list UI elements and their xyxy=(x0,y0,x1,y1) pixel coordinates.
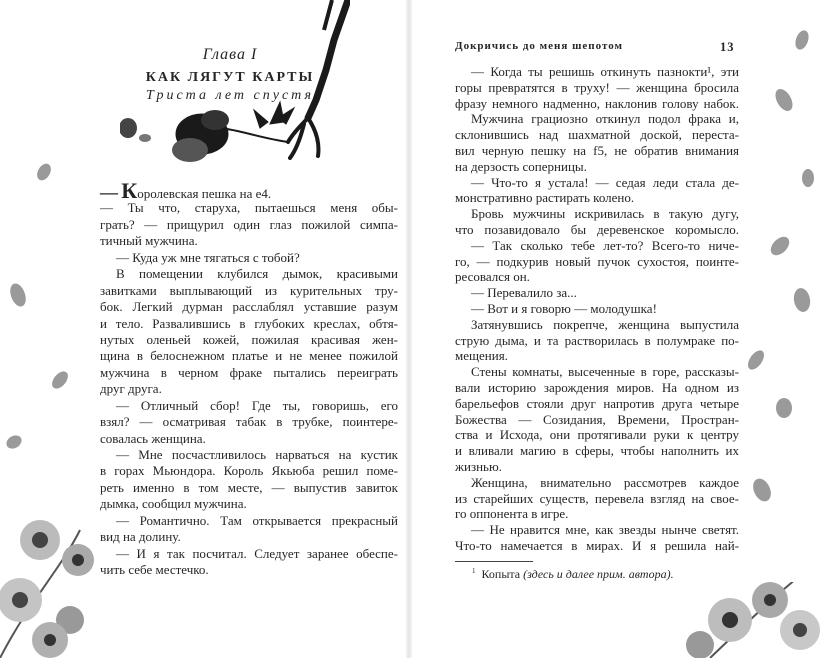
book-gutter xyxy=(406,0,412,658)
text-line: фразу немного надменно, наклонив голову набок. xyxy=(455,95,739,111)
text-line: тичный мужчина. xyxy=(100,233,198,249)
text-line: — Мне посчастливилось нарваться на кустик xyxy=(116,447,398,462)
text-line: друг друга. xyxy=(100,381,162,397)
footnote-text: Копыта xyxy=(481,567,521,581)
text-line: реть именно в том месте, — выпустив завиток xyxy=(100,479,398,495)
text-line: вали историю зарождения миров. На одном из xyxy=(455,379,739,395)
drop-dash: — xyxy=(100,182,118,202)
text-line: Женщина, внимательно рассмотрев каждое xyxy=(471,474,739,490)
text-line: Мужчина грациозно откинул подол фрака и, xyxy=(471,111,739,127)
text-line: — Что-то я устала! — седая леди стала де- xyxy=(471,174,739,190)
text-line: Затянувшись покрепче, женщина выпустила xyxy=(471,316,739,332)
text-line: склонившись над шахматной доской, переста- xyxy=(455,127,739,143)
text-line: дымка, сообщил мужчина. xyxy=(100,496,247,512)
text-line: чить себе местечко. xyxy=(100,562,209,578)
text-line: и тело. Развалившись в глубоких креслах, обтя- xyxy=(100,315,398,331)
text-line: Стены комнаты, высеченные в горе, рассказы- xyxy=(471,364,739,380)
footnote-mark: 1 xyxy=(472,567,476,575)
text-line: барельефов стояли друг напротив друга четыре xyxy=(455,395,739,411)
text-line: — Так сколько тебе лет-то? Всего-то ниче- xyxy=(471,237,739,253)
text-line: — И я так посчитал. Следует заранее обеспе- xyxy=(116,545,398,561)
footnote-note: (здесь и далее прим. автора). xyxy=(523,567,674,581)
text-line: из старейших существ, перевела взгляд на свое- xyxy=(455,490,739,506)
footnote xyxy=(472,567,674,582)
text-line: мужчина в черном фраке пытались переиграть xyxy=(100,364,398,380)
flower-branch-illustration xyxy=(742,0,820,530)
text-line: — Куда уж мне тягаться с тобой? xyxy=(116,249,300,265)
text-line: — Перевалило за... xyxy=(471,285,577,301)
text-line: — Вот и я говорю — молодушка! xyxy=(471,300,657,316)
text-line: В помещении клубился дымок, красивыми xyxy=(116,266,398,282)
text-line: завитками выплывающий из курительных тру- xyxy=(100,282,398,298)
text-line: нутых оленьей кожей, пожилая красивая жен- xyxy=(100,331,398,347)
line-text: оролевская пешка на е4. xyxy=(137,186,272,201)
right-page-text xyxy=(455,64,739,554)
text-line: — Романтично. Там открывается прекрасный xyxy=(116,512,398,528)
text-line: совалась женщина. xyxy=(100,430,206,446)
text-line: го оппонента в игре. xyxy=(455,506,569,522)
text-line: — Ты что, старуха, пытаешься меня обы- xyxy=(100,200,398,216)
text-line: мещения. xyxy=(455,348,508,364)
left-page-text xyxy=(100,178,398,579)
text-line: что позавидовало бы деревенское коромысло. xyxy=(455,221,739,237)
text-line: го, — подкурив новый пучок сухостоя, поинте- xyxy=(455,253,739,269)
flower-branch-illustration xyxy=(0,160,98,658)
text-line: Что-то намечается в мирах. И я решила най- xyxy=(455,537,739,553)
running-title: Докричись до меня шепотом xyxy=(455,40,623,52)
text-line: взял? — осматривая табак в трубке, поинтере- xyxy=(100,414,398,430)
chapter-number: Глава I xyxy=(202,46,258,63)
text-line: Бровь мужчины искривилась в такую дугу, xyxy=(471,206,739,222)
chapter-title: КАК ЛЯГУТ КАРТЫ xyxy=(145,70,315,85)
text-line: грать? — прищурил один глаз пожилой симпа- xyxy=(100,216,398,232)
text-line: вил черную пешку на f5, не обратив внимания xyxy=(455,142,739,158)
footnote-divider xyxy=(455,561,533,562)
text-line xyxy=(100,178,398,203)
page-number: 13 xyxy=(720,40,735,54)
flower-branch-illustration xyxy=(670,582,820,658)
text-line: монстративно растирать колено. xyxy=(455,190,635,206)
text-line: на дерзость соперницы. xyxy=(455,158,587,174)
text-line: и вливали магию в сферы, чтобы наполнить их xyxy=(455,443,739,459)
text-line: горы превратятся в труху! — женщина бросила xyxy=(455,79,739,95)
text-line: бок. Легкий дурман расслаблял уставшие разум xyxy=(100,299,398,315)
drop-cap: К xyxy=(121,178,138,203)
text-line: — Не нравится мне, как звезды нынче светят. xyxy=(471,522,739,538)
text-line: жизнью. xyxy=(455,458,502,474)
text-line: ресовался он. xyxy=(455,269,530,285)
text-line: вид на долину. xyxy=(100,529,181,545)
text-line: в горах Мьюндора. Король Якьюба решил поме- xyxy=(100,463,398,479)
text-line: струю дыма, и та растворилась в полумраке по- xyxy=(455,332,739,348)
text-line: ства и Исхода, они протягивали руки к центру xyxy=(455,427,739,443)
text-line: — Отличный сбор! Где ты, говоришь, его xyxy=(116,397,398,413)
text-line: Божества — Созидания, Времени, Простран- xyxy=(455,411,739,427)
text-line: щина в белоснежном платье и не менее пожилой xyxy=(100,348,398,364)
text-line: — Когда ты решишь откинуть пазнокти¹, эти xyxy=(471,64,739,79)
chapter-subtitle: Триста лет спустя xyxy=(146,88,314,103)
